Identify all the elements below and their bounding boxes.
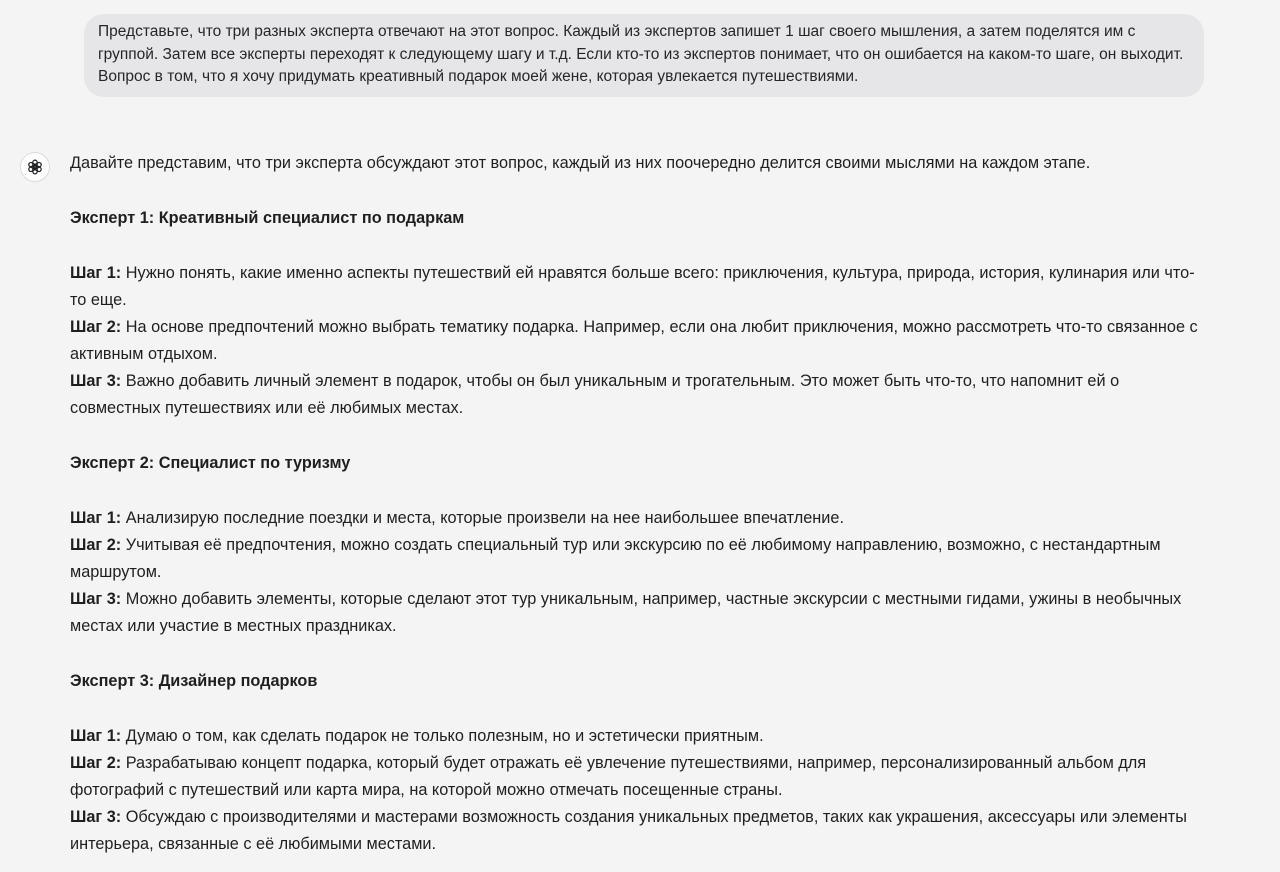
step-label: Шаг 1:: [70, 727, 122, 745]
openai-logo-icon: [20, 152, 50, 182]
step-text: Можно добавить элементы, которые сделают этот тур уникальным, например, частные экскурсии с местными гидами, ужины в необычных местах или участие в местных праздниках.: [70, 590, 1182, 635]
expert-2-step-1: [70, 505, 1210, 532]
step-label: Шаг 2:: [70, 536, 122, 554]
step-text: Разрабатываю концепт подарка, который будет отражать её увлечение путешествиями, например, персонализированный альбом для фотографий с путешествий или карта мира, на которой можно отмечать посещенные страны.: [70, 754, 1147, 799]
step-label: Шаг 1:: [70, 509, 122, 527]
step-text: Думаю о том, как сделать подарок не только полезным, но и эстетически приятным.: [125, 727, 764, 745]
expert-2-step-3: [70, 586, 1210, 640]
step-text: На основе предпочтений можно выбрать тематику подарка. Например, если она любит приключения, можно рассмотреть что-то связанное с активным отдыхом.: [70, 318, 1198, 363]
expert-1-step-2: [70, 314, 1210, 368]
step-text: Обсуждаю с производителями и мастерами возможность создания уникальных предметов, таких как украшения, аксессуары или элементы интерьера, связанные с её любимыми местами.: [70, 808, 1187, 853]
response-intro: Давайте представим, что три эксперта обсуждают этот вопрос, каждый из них поочередно делится своими мыслями на каждом этапе.: [70, 154, 1091, 172]
expert-1-step-1: [70, 260, 1210, 314]
step-text: Важно добавить личный элемент в подарок, чтобы он был уникальным и трогательным. Это может быть что-то, что напомнит ей о совместных путешествиях или её любимых местах.: [70, 372, 1120, 417]
step-label: Шаг 3:: [70, 808, 122, 826]
expert-3-step-1: [70, 723, 1210, 750]
step-text: Нужно понять, какие именно аспекты путешествий ей нравятся больше всего: приключения, культура, природа, история, кулинария или что-то еще.: [70, 264, 1195, 309]
expert-3-step-2: [70, 750, 1210, 804]
expert-2-step-2: [70, 532, 1210, 586]
step-text: Учитывая её предпочтения, можно создать специальный тур или экскурсию по её любимому направлению, возможно, с нестандартным маршрутом.: [70, 536, 1161, 581]
expert-1-step-3: [70, 368, 1210, 422]
step-label: Шаг 1:: [70, 264, 122, 282]
expert-2-heading: Эксперт 2: Специалист по туризму: [70, 454, 351, 472]
step-label: Шаг 3:: [70, 372, 122, 390]
step-label: Шаг 2:: [70, 754, 122, 772]
user-message-bubble: Представьте, что три разных эксперта отвечают на этот вопрос. Каждый из экспертов запишет 1 шаг своего мышления, а затем поделятся им с группой. Затем все эксперты переходят к следующему шагу и т.д. Если кто-то из экспертов понимает, что он ошибается на каком-то шаге, он выходит. Вопрос в том, что я хочу придумать креативный подарок моей жене, которая увлекается путешествиями.: [84, 14, 1204, 97]
expert-1-heading: Эксперт 1: Креативный специалист по подаркам: [70, 209, 465, 227]
step-text: Анализирую последние поездки и места, которые произвели на нее наибольшее впечатление.: [125, 509, 844, 527]
step-label: Шаг 3:: [70, 590, 122, 608]
expert-3-heading: Эксперт 3: Дизайнер подарков: [70, 672, 318, 690]
assistant-response-content: [70, 150, 1210, 858]
expert-3-step-3: [70, 804, 1210, 858]
step-label: Шаг 2:: [70, 318, 122, 336]
